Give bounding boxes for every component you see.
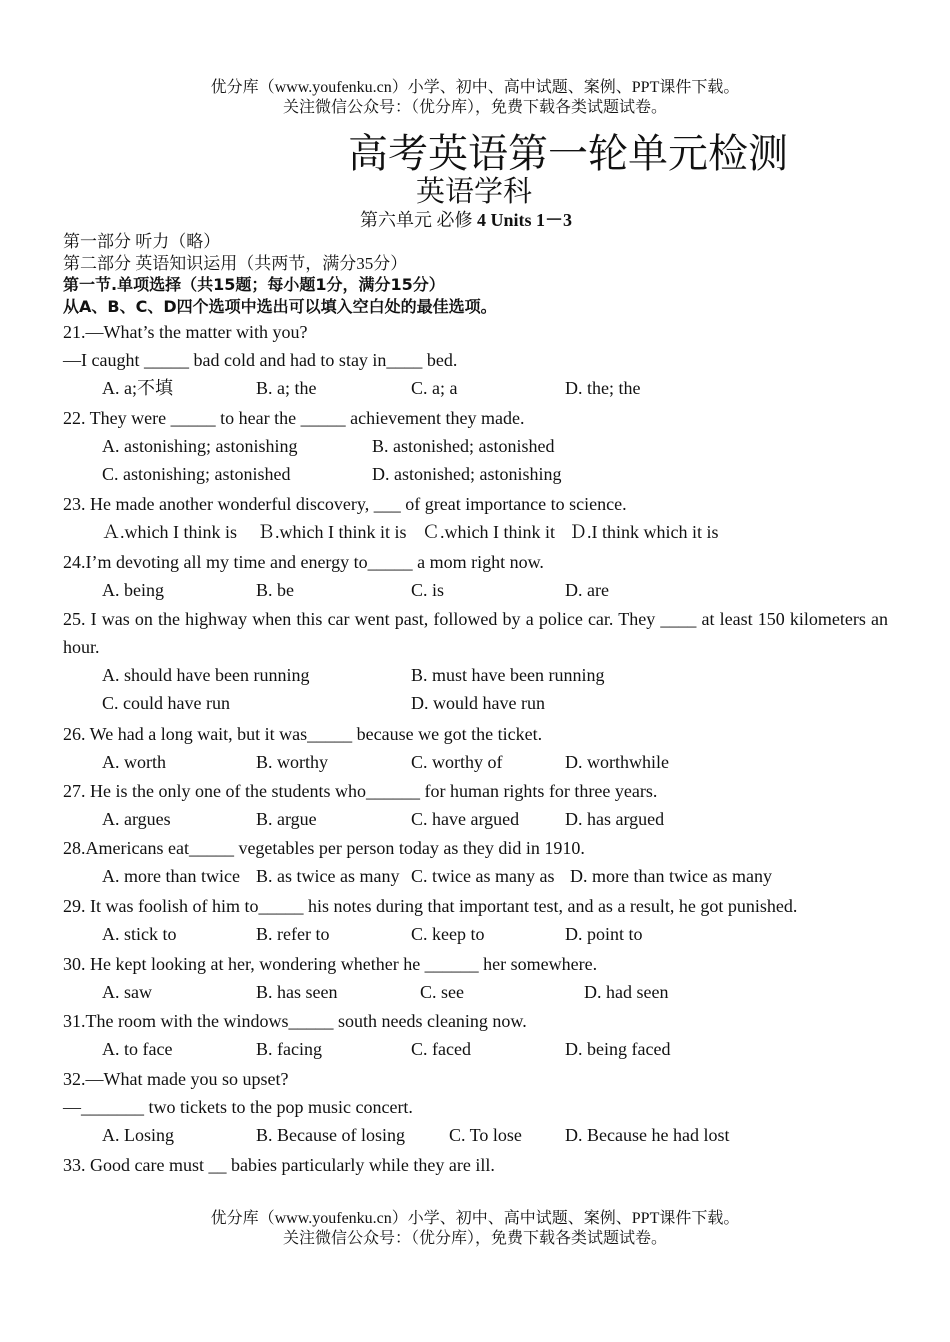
question-33 bbox=[63, 1151, 888, 1179]
question-stem: 30. He kept looking at her, wondering whether he ______ her somewhere. bbox=[63, 954, 598, 974]
question-stem: 25. I was on the highway when this car went past, followed by a police car. They ____ at least 150 kilometers an hour. bbox=[63, 609, 888, 657]
option-c: C. a; a bbox=[411, 378, 458, 398]
option-c: C. have argued bbox=[411, 809, 520, 829]
question-stem: 31.The room with the windows_____ south needs cleaning now. bbox=[63, 1011, 527, 1031]
option-c: C. twice as many as bbox=[411, 866, 555, 886]
exam-subject: 英语学科 bbox=[416, 176, 533, 208]
option-a: A. argues bbox=[102, 809, 171, 829]
instruction-line: 从A、B、C、D四个选项中选出可以填入空白处的最佳选项。 bbox=[63, 297, 497, 316]
question-21 bbox=[63, 318, 888, 402]
option-c: C. is bbox=[411, 580, 445, 600]
option-row bbox=[63, 1121, 888, 1149]
option-d: D. had seen bbox=[584, 982, 669, 1002]
footer-line-1: 优分库（www.youfenku.cn）小学、初中、高中试题、案例、PPT课件下载。 bbox=[210, 1210, 740, 1227]
option-row bbox=[63, 748, 888, 776]
option-d: D. being faced bbox=[565, 1039, 671, 1059]
option-a: A. saw bbox=[102, 982, 152, 1002]
question-22 bbox=[63, 404, 888, 488]
option-c: C. worthy of bbox=[411, 752, 503, 772]
question-stem: 33. Good care must __ babies particularly while they are ill. bbox=[63, 1155, 495, 1175]
section-1-heading: 第一节.单项选择（共15题；每小题1分，满分15分） bbox=[63, 275, 445, 294]
unit-bold: 4 Units 1－3 bbox=[477, 210, 573, 230]
option-d: D. has argued bbox=[565, 809, 665, 829]
option-row bbox=[63, 432, 888, 460]
option-a: A. worth bbox=[102, 752, 166, 772]
question-stem: 21.—What’s the matter with you? bbox=[63, 322, 308, 342]
header-line-2: 关注微信公众号：（优分库），免费下载各类试题试卷。 bbox=[282, 99, 667, 116]
question-32 bbox=[63, 1065, 888, 1149]
question-31 bbox=[63, 1007, 888, 1063]
option-b: B. a; the bbox=[256, 378, 317, 398]
option-d: D. the; the bbox=[565, 378, 641, 398]
question-23 bbox=[63, 490, 888, 546]
option-a: A. Losing bbox=[102, 1125, 174, 1145]
option-b: B. has seen bbox=[256, 982, 338, 1002]
question-stem: 32.—What made you so upset? bbox=[63, 1069, 289, 1089]
option-row bbox=[63, 978, 888, 1006]
option-a: A. should have been running bbox=[102, 665, 310, 685]
option-b: B. astonished; astonished bbox=[372, 436, 555, 456]
option-row bbox=[63, 661, 888, 689]
unit-line bbox=[360, 209, 572, 231]
option-row bbox=[63, 1035, 888, 1063]
option-b: B. be bbox=[256, 580, 294, 600]
option-b: B. must have been running bbox=[411, 665, 605, 685]
question-stem: 29. It was foolish of him to_____ his notes during that important test, and as a result, he got punished. bbox=[63, 896, 798, 916]
unit-prefix: 第六单元 必修 bbox=[360, 210, 473, 230]
option-d: D. are bbox=[565, 580, 609, 600]
option-c: C. To lose bbox=[449, 1125, 522, 1145]
footer-line-2: 关注微信公众号：（优分库），免费下载各类试题试卷。 bbox=[282, 1230, 667, 1247]
question-28 bbox=[63, 834, 888, 890]
question-26 bbox=[63, 720, 888, 776]
part-1-heading: 第一部分 听力（略） bbox=[63, 232, 221, 251]
option-d: Ｄ.I think which it is bbox=[569, 522, 719, 542]
question-stem-line-2: —I caught _____ bad cold and had to stay in____ bed. bbox=[63, 350, 458, 370]
option-c: C. faced bbox=[411, 1039, 471, 1059]
option-d: D. astonished; astonishing bbox=[372, 464, 562, 484]
question-25 bbox=[63, 605, 888, 717]
option-d: D. worthwhile bbox=[565, 752, 669, 772]
header-line-1: 优分库（www.youfenku.cn）小学、初中、高中试题、案例、PPT课件下载。 bbox=[210, 79, 740, 96]
option-a: Ａ.which I think is bbox=[102, 522, 237, 542]
option-c: Ｃ.which I think it bbox=[422, 522, 555, 542]
option-b: B. facing bbox=[256, 1039, 322, 1059]
option-row bbox=[63, 920, 888, 948]
option-a: A. to face bbox=[102, 1039, 173, 1059]
question-30 bbox=[63, 950, 888, 1006]
option-b: B. refer to bbox=[256, 924, 330, 944]
option-d: D. more than twice as many bbox=[570, 866, 772, 886]
exam-title: 高考英语第一轮单元检测 bbox=[348, 131, 788, 176]
option-row bbox=[63, 689, 888, 717]
option-d: D. Because he had lost bbox=[565, 1125, 730, 1145]
question-stem-line-2: —_______ two tickets to the pop music concert. bbox=[63, 1097, 413, 1117]
question-29 bbox=[63, 892, 888, 948]
option-c: C. keep to bbox=[411, 924, 485, 944]
question-stem: 28.Americans eat_____ vegetables per person today as they did in 1910. bbox=[63, 838, 585, 858]
option-row bbox=[63, 460, 888, 488]
option-c: C. astonishing; astonished bbox=[102, 464, 291, 484]
option-a: A. a;不填 bbox=[102, 378, 173, 398]
option-b: B. as twice as many bbox=[256, 866, 400, 886]
option-row bbox=[63, 518, 888, 546]
option-b: Ｂ.which I think it is bbox=[257, 522, 407, 542]
option-c: C. see bbox=[420, 982, 464, 1002]
option-row bbox=[63, 576, 888, 604]
option-a: A. astonishing; astonishing bbox=[102, 436, 298, 456]
option-a: A. more than twice bbox=[102, 866, 240, 886]
question-24 bbox=[63, 548, 888, 604]
option-d: D. point to bbox=[565, 924, 643, 944]
question-stem: 23. He made another wonderful discovery, ___ of great importance to science. bbox=[63, 494, 627, 514]
part-2-heading: 第二部分 英语知识运用（共两节，满分35分） bbox=[63, 254, 408, 273]
question-stem: 27. He is the only one of the students who______ for human rights for three years. bbox=[63, 781, 658, 801]
option-b: B. argue bbox=[256, 809, 317, 829]
question-stem: 26. We had a long wait, but it was_____ because we got the ticket. bbox=[63, 724, 543, 744]
option-b: B. worthy bbox=[256, 752, 328, 772]
option-d: D. would have run bbox=[411, 693, 545, 713]
question-stem: 24.I’m devoting all my time and energy to_____ a mom right now. bbox=[63, 552, 544, 572]
option-row bbox=[63, 862, 888, 890]
option-a: A. being bbox=[102, 580, 164, 600]
option-row bbox=[63, 374, 888, 402]
option-a: A. stick to bbox=[102, 924, 177, 944]
option-row bbox=[63, 805, 888, 833]
option-b: B. Because of losing bbox=[256, 1125, 405, 1145]
question-27 bbox=[63, 777, 888, 833]
question-stem: 22. They were _____ to hear the _____ achievement they made. bbox=[63, 408, 525, 428]
option-c: C. could have run bbox=[102, 693, 230, 713]
